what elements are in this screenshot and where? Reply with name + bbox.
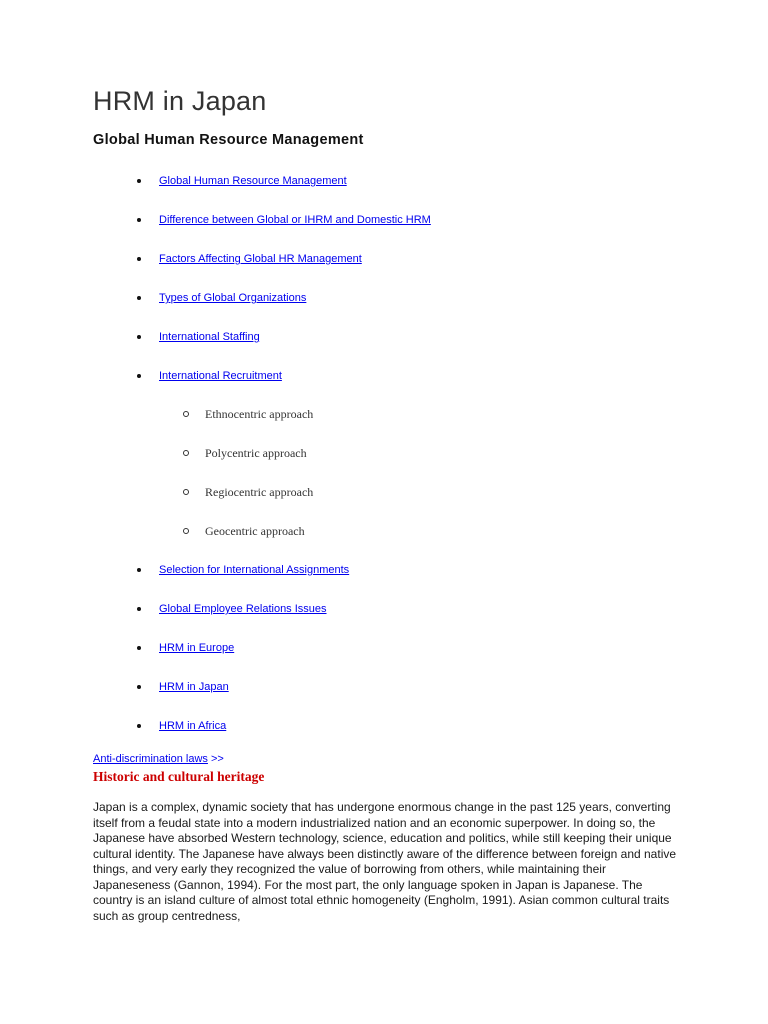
section-heading: Global Human Resource Management (93, 132, 364, 148)
bullet-icon (137, 257, 141, 261)
next-page-nav (93, 752, 224, 766)
bullet-icon (137, 607, 141, 611)
topic-link-staffing[interactable]: International Staffing (159, 331, 260, 343)
bullet-icon (137, 296, 141, 300)
page-title: HRM in Japan (93, 86, 267, 116)
bullet-icon (137, 568, 141, 572)
bullet-icon (137, 335, 141, 339)
topic-link-global-organizations[interactable]: Types of Global Organizations (159, 292, 307, 304)
bullet-icon (137, 724, 141, 728)
bullet-icon (137, 218, 141, 222)
next-arrow[interactable]: >> (211, 753, 224, 765)
topic-link-global-vs-domestic[interactable]: Difference between Global or IHRM and Domestic HRM (159, 214, 431, 226)
topic-link-selection[interactable]: Selection for International Assignments (159, 564, 350, 576)
circle-bullet-icon (183, 450, 189, 456)
topic-link-hrm-africa[interactable]: HRM in Africa (159, 720, 227, 732)
approach-geocentric: Geocentric approach (205, 524, 305, 538)
bullet-icon (137, 685, 141, 689)
approach-regiocentric: Regiocentric approach (205, 485, 314, 499)
approach-polycentric: Polycentric approach (205, 446, 307, 460)
circle-bullet-icon (183, 528, 189, 534)
approach-ethnocentric: Ethnocentric approach (205, 407, 314, 421)
bullet-icon (137, 179, 141, 183)
article-heading: Historic and cultural heritage (93, 769, 265, 784)
topic-link-hrm-europe[interactable]: HRM in Europe (159, 642, 235, 654)
circle-bullet-icon (183, 489, 189, 495)
next-page-link[interactable]: Anti-discrimination laws (93, 753, 208, 765)
topic-link-recruitment[interactable]: International Recruitment (159, 370, 282, 382)
article-paragraph: Japan is a complex, dynamic society that has undergone enormous change in the past 125 years, converting itself from a feudal state into a modern industrialized nation and an economic superpower. In doing so, the Japanese have absorbed Western technology, science, education and politics, while still keeping their unique cultural identity. The Japanese have always been distinctly aware of the difference between foreign and native things, and very early they recognized the value of borrowing from others, while maintaining their Japaneseness (Gannon, 1994). For the most part, the only language spoken in Japan is Japanese. The country is an island culture of almost total ethnic homogeneity (Engholm, 1991). Asian common cultural traits such as group centredness, (93, 800, 677, 923)
topic-link-factors[interactable]: Factors Affecting Global HR Management (159, 253, 362, 265)
topic-link-employee-relations[interactable]: Global Employee Relations Issues (159, 603, 327, 615)
bullet-icon (137, 374, 141, 378)
topic-link-global-hrm[interactable]: Global Human Resource Management (159, 175, 347, 187)
bullet-icon (137, 646, 141, 650)
circle-bullet-icon (183, 411, 189, 417)
topic-link-hrm-japan[interactable]: HRM in Japan (159, 681, 229, 693)
